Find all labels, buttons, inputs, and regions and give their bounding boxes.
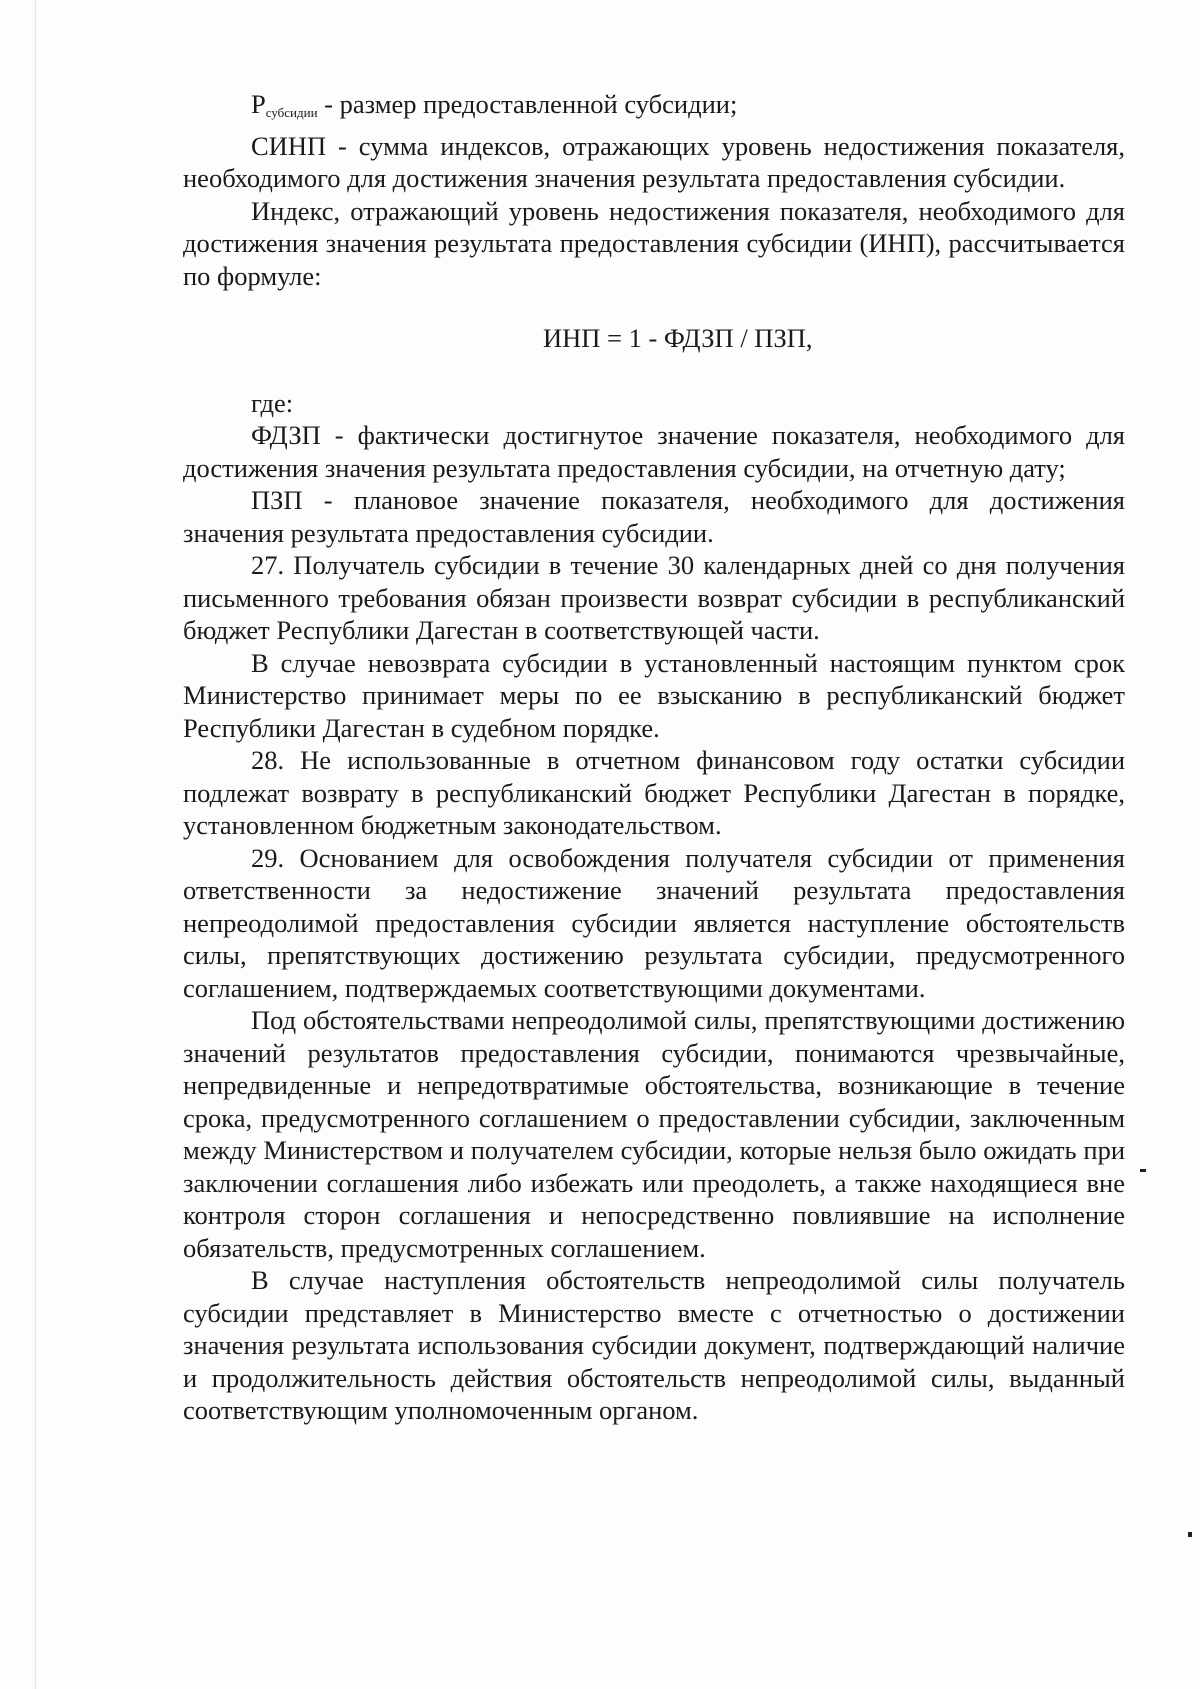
definition-sinp: СИНП - сумма индексов, отражающих уровень недостижения показателя, необходимого для достижения значения результата предоставления субсидии. — [183, 130, 1125, 193]
force-majeure-documents: В случае наступления обстоятельств непреодолимой силы получатель субсидии представляет в Министерство вместе с отчетностью о достижении значения результата использования субсидии документ, подтверждающий наличие и продолжительность действия обстоятельств непреодолимой силы, выданный соответствующим уполномоченным органом. — [183, 1265, 1125, 1425]
clause-27: 27. Получатель субсидии в течение 30 календарных дней со дня получения письменного требования обязан произвести возврат субсидии в республиканский бюджет Республики Дагестан в соответствующей части. — [183, 550, 1125, 645]
scan-speck — [1188, 1532, 1192, 1537]
clause-27-nonreturn: В случае невозврата субсидии в установленный настоящим пунктом срок Министерство принимает меры по ее взысканию в республиканский бюджет Республики Дагестан в судебном порядке. — [183, 647, 1125, 743]
scan-edge-line — [35, 0, 36, 1689]
definition-p-text: - размер предоставленной субсидии; — [317, 89, 738, 119]
clause-29: 29. Основанием для освобождения получателя субсидии от применения ответственности за недостижение значений результата предоставления непреодолимой предоставления субсидии является наступление обстоятельств силы, препятствующих достижению результата субсидии, предусмотренного соглашением, подтверждаемых соответствующими документами. — [183, 842, 1125, 1003]
where-label: где: — [251, 387, 294, 418]
symbol-p: Р — [251, 89, 266, 119]
index-description-paragraph: Индекс, отражающий уровень недостижения показателя, необходимого для достижения значения результата предоставления субсидии (ИНП), рассчитывается по формуле: — [183, 195, 1125, 291]
definition-fdzp: ФДЗП - фактически достигнутое значение показателя, необходимого для достижения значения результата предоставления субсидии, на отчетную дату; — [183, 420, 1125, 483]
definition-p-subsidy — [183, 88, 1125, 130]
symbol-p-subscript: субсидии — [265, 105, 318, 120]
inp-formula: ИНП = 1 - ФДЗП / ПЗП, — [543, 323, 813, 353]
scan-speck — [1140, 1169, 1146, 1172]
force-majeure-definition: Под обстоятельствами непреодолимой силы, препятствующими достижению значений результатов предоставления субсидии, понимаются чрезвычайные, непредвиденные и непредотвратимые обстоятельства, возникающие в течение срока, предусмотренного соглашением о предоставлении субсидии, заключенным между Министерством и получателем субсидии, которые нельзя было ожидать при заключении соглашения либо избежать или преодолеть, а также находящиеся вне контроля сторон соглашения и непосредственно повлиявшие на исполнение обязательств, предусмотренных соглашением. — [183, 1005, 1125, 1263]
clause-28: 28. Не использованные в отчетном финансовом году остатки субсидии подлежат возврату в республиканский бюджет Республики Дагестан в порядке, установленном бюджетным законодательством. — [183, 745, 1125, 840]
document-body — [183, 88, 1125, 1427]
definition-pzp: ПЗП - плановое значение показателя, необходимого для достижения значения результата предоставления субсидии. — [183, 485, 1125, 548]
